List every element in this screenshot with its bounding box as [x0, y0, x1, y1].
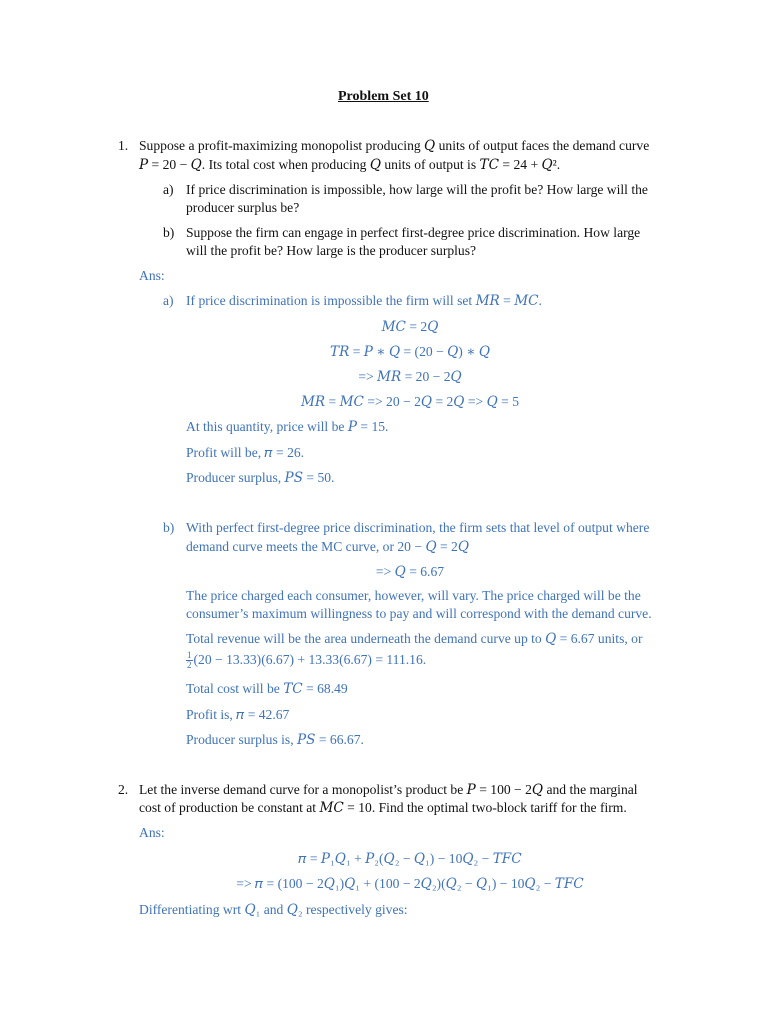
answer-1b-equation: => 𝑄 = 6.67 [375, 564, 445, 579]
half-fraction [186, 651, 193, 670]
question-1-number: 1. [118, 138, 129, 153]
fraction-denominator: 2 [187, 660, 192, 671]
answer-1a-label: a) [163, 293, 174, 308]
answer-1b-line-1: With perfect first-degree price discrimination, the firm sets that level of output where [186, 520, 650, 535]
answer-1a-producer-surplus: Producer surplus, 𝑃𝑆 = 50. [186, 470, 335, 485]
answer-1b-line-3: The price charged each consumer, however, will vary. The price charged will be the [186, 588, 641, 603]
answer-2-differentiating: Differentiating wrt 𝑄₁ and 𝑄₂ respectively gives: [139, 902, 408, 917]
answer-2-equation-2: => 𝜋 = (100 − 2𝑄₁)𝑄₁ + (100 − 2𝑄₂)(𝑄₂ − 𝑄₁) − 10𝑄₂ − 𝑇𝐹𝐶 [236, 876, 584, 891]
answer-2-label: Ans: [139, 825, 165, 840]
answer-1-label: Ans: [139, 268, 165, 283]
fraction-numerator: 1 [187, 650, 192, 661]
answer-1b-line-4: consumer’s maximum willingness to pay and will correspond with the demand curve. [186, 606, 652, 621]
question-2-line-1: Let the inverse demand curve for a monopolist’s product be 𝑃 = 100 − 2𝑄 and the marginal [139, 782, 638, 797]
answer-1b-total-cost: Total cost will be 𝑇𝐶 = 68.49 [186, 681, 348, 696]
answer-1b-producer-surplus: Producer surplus is, 𝑃𝑆 = 66.67. [186, 732, 364, 747]
answer-2-equation-1: 𝜋 = 𝑃₁𝑄₁ + 𝑃₂(𝑄₂ − 𝑄₁) − 10𝑄₂ − 𝑇𝐹𝐶 [298, 851, 522, 866]
answer-1b-line-6 [186, 651, 426, 670]
question-2-number: 2. [118, 782, 129, 797]
answer-1a-equation-1: 𝑀𝐶 = 2𝑄 [381, 319, 439, 334]
answer-1a-equation-4: 𝑀𝑅 = 𝑀𝐶 => 20 − 2𝑄 = 2𝑄 => 𝑄 = 5 [300, 394, 519, 409]
answer-1a-intro: If price discrimination is impossible the firm will set 𝑀𝑅 = 𝑀𝐶. [186, 293, 542, 308]
question-1-line-1: Suppose a profit-maximizing monopolist producing 𝑄 units of output faces the demand curve [139, 138, 650, 153]
question-1-part-a-line-1: If price discrimination is impossible, how large will the profit be? How large will the [186, 182, 648, 197]
answer-1a-equation-2: 𝑇𝑅 = 𝑃 ∗ 𝑄 = (20 − 𝑄) ∗ 𝑄 [330, 344, 490, 359]
question-2-line-2: cost of production be constant at 𝑀𝐶 = 10. Find the optimal two-block tariff for the firm. [139, 800, 627, 815]
question-1-line-2: 𝑃 = 20 − 𝑄. Its total cost when producing 𝑄 units of output is 𝑇𝐶 = 24 + 𝑄². [139, 157, 561, 172]
question-1-part-a-label: a) [163, 182, 174, 197]
question-1-part-b-line-1: Suppose the firm can engage in perfect first-degree price discrimination. How large [186, 225, 641, 240]
answer-1b-profit: Profit is, 𝜋 = 42.67 [186, 707, 290, 722]
answer-1a-equation-3: => 𝑀𝑅 = 20 − 2𝑄 [358, 369, 462, 384]
page-title: Problem Set 10 [338, 89, 429, 104]
answer-1b-line-6-text: (20 − 13.33)(6.67) + 13.33(6.67) = 111.16. [193, 652, 427, 667]
answer-1b-line-2: demand curve meets the MC curve, or 20 − 𝑄 = 2𝑄 [186, 539, 469, 554]
question-1-part-b-line-2: will the profit be? How large is the producer surplus? [186, 243, 477, 258]
question-1-part-a-line-2: producer surplus be? [186, 200, 300, 215]
answer-1b-label: b) [163, 520, 175, 535]
answer-1b-line-5: Total revenue will be the area underneath the demand curve up to 𝑄 = 6.67 units, or [186, 631, 643, 646]
question-1-part-b-label: b) [163, 225, 175, 240]
answer-1a-price: At this quantity, price will be 𝑃 = 15. [186, 419, 389, 434]
answer-1a-profit: Profit will be, 𝜋 = 26. [186, 445, 305, 460]
